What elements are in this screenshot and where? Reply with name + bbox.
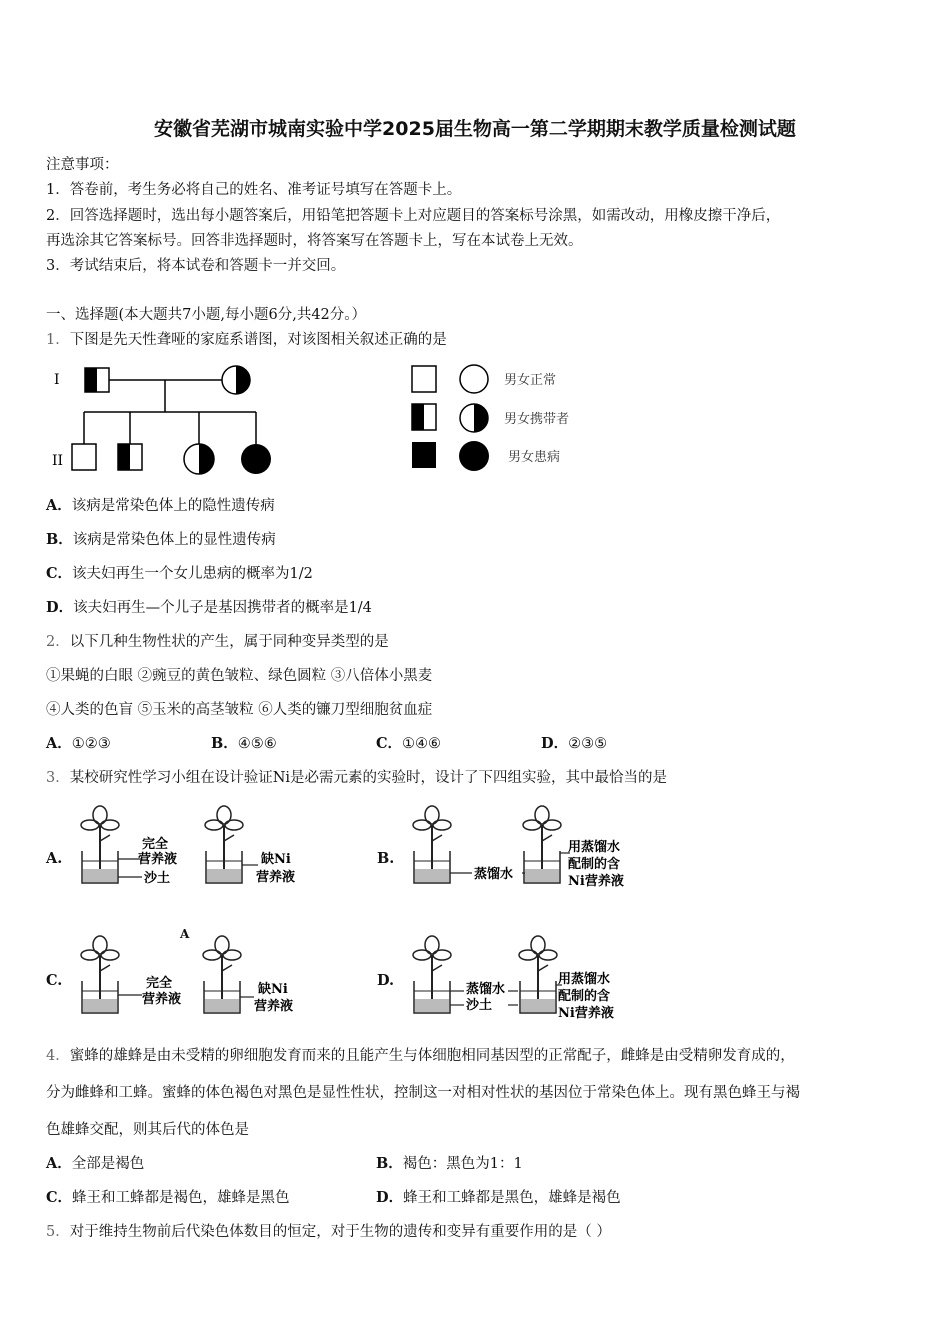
q3-text: 某校研究性学习小组在设计验证Ni是必需元素的实验时，设计了下四组实验，其中最恰当的是 bbox=[69, 770, 668, 786]
q2-option-a-label: A． bbox=[46, 735, 72, 752]
generation-1-label: I bbox=[54, 372, 60, 388]
q3d-right-label-2: 配制的含 bbox=[558, 989, 611, 1004]
son-normal-symbol bbox=[72, 444, 96, 470]
stray-mark: A bbox=[180, 927, 190, 941]
q1-option-d-text: 该夫妇再生—个儿子是基因携带者的概率是1/4 bbox=[73, 600, 372, 616]
q1-option-c-text: 该夫妇再生一个女儿患病的概率为1/2 bbox=[72, 566, 313, 582]
father-carrier-symbol bbox=[85, 368, 109, 392]
q1-option-c[interactable] bbox=[46, 562, 313, 583]
q3c-right-label-1: 缺Ni bbox=[258, 982, 288, 997]
section-heading: 一、选择题(本大题共7小题,每小题6分,共42分。） bbox=[46, 307, 367, 323]
q3d-left-label-bot: 沙土 bbox=[466, 998, 493, 1013]
q4-option-d-label: D． bbox=[376, 1189, 404, 1206]
q5-stem bbox=[46, 1220, 611, 1241]
legend-female-carrier-icon bbox=[460, 404, 488, 432]
q3a-left-label-top: 完全 bbox=[142, 837, 169, 852]
q4-stem-line-2: 分为雌蜂和工蜂。蜜蜂的体色褐色对黑色是显性性状，控制这一对相对性状的基因位于常染色体上。现有黑色蜂王与褐 bbox=[46, 1085, 800, 1101]
plant-icon bbox=[81, 936, 119, 1013]
q4-option-a[interactable] bbox=[46, 1152, 144, 1173]
q1-option-b-text: 该病是常染色体上的显性遗传病 bbox=[72, 532, 276, 548]
q1-stem bbox=[46, 328, 447, 349]
q3a-right-label-2: 营养液 bbox=[256, 870, 296, 885]
notice-heading: 注意事项： bbox=[46, 157, 119, 173]
legend-female-affected-icon bbox=[459, 441, 489, 471]
q2-items-line-2: ④人类的色盲 ⑤玉米的高茎皱粒 ⑥人类的镰刀型细胞贫血症 bbox=[46, 702, 433, 718]
q4-option-a-text: 全部是褐色 bbox=[71, 1156, 145, 1172]
q2-option-c[interactable] bbox=[376, 732, 441, 753]
q4-text-1: 蜜蜂的雄蜂是由未受精的卵细胞发育而来的且能产生与体细胞相同基因型的正常配子，雌蜂是由受精卵发育成的， bbox=[69, 1048, 795, 1064]
q2-option-c-text: ①④⑥ bbox=[402, 736, 442, 752]
q3d-left-label-mid: 蒸馏水 bbox=[466, 982, 506, 997]
plant-icon bbox=[523, 806, 561, 883]
q2-option-d[interactable] bbox=[541, 732, 607, 753]
q4-option-c[interactable] bbox=[46, 1186, 290, 1207]
q1-option-d[interactable] bbox=[46, 596, 372, 617]
q3-option-c-label[interactable]: C. bbox=[46, 972, 63, 989]
q2-stem bbox=[46, 630, 389, 651]
q4-option-c-label: C． bbox=[46, 1189, 73, 1206]
q3d-right-label-3: Ni营养液 bbox=[558, 1006, 614, 1020]
q3-option-a-label[interactable]: A. bbox=[46, 850, 63, 867]
q4-option-d[interactable] bbox=[376, 1186, 621, 1207]
q2-option-b[interactable] bbox=[211, 732, 277, 753]
q1-option-b[interactable] bbox=[46, 528, 276, 549]
q1-option-d-label: D． bbox=[46, 599, 74, 616]
legend-affected-label: 男女患病 bbox=[508, 450, 561, 465]
legend-normal-label: 男女正常 bbox=[504, 373, 557, 388]
q2-items-line-1: ①果蝇的白眼 ②豌豆的黄色皱粒、绿色圆粒 ③八倍体小黑麦 bbox=[46, 668, 433, 684]
plant-icon bbox=[205, 806, 243, 883]
q3b-left-label-mid: 蒸馏水 bbox=[474, 867, 514, 882]
legend-male-affected-icon bbox=[412, 442, 436, 468]
q2-option-d-label: D． bbox=[541, 735, 569, 752]
q2-option-b-text: ④⑤⑥ bbox=[237, 736, 277, 752]
q2-text: 以下几种生物性状的产生，属于同种变异类型的是 bbox=[69, 634, 389, 650]
q1-text: 下图是先天性聋哑的家庭系谱图，对该图相关叙述正确的是 bbox=[69, 332, 447, 348]
pedigree-diagram bbox=[46, 360, 606, 480]
q3c-right-label-2: 营养液 bbox=[254, 999, 294, 1014]
legend-male-carrier-icon bbox=[412, 404, 436, 430]
q5-text: 对于维持生物前后代染色体数目的恒定，对于生物的遗传和变异有重要作用的是（ ） bbox=[69, 1224, 611, 1240]
plant-icon bbox=[413, 936, 451, 1013]
q3b-right-label-3: Ni营养液 bbox=[568, 874, 624, 889]
q3c-left-label-top: 完全 bbox=[146, 976, 173, 991]
q2-number: 2． bbox=[46, 634, 70, 650]
legend bbox=[412, 365, 569, 471]
q4-number: 4． bbox=[46, 1048, 70, 1064]
q3d-right-label-1: 用蒸馏水 bbox=[558, 972, 611, 987]
q4-option-d-text: 蜂王和工蜂都是黑色，雄蜂是褐色 bbox=[403, 1190, 621, 1206]
q3-panel-c bbox=[78, 935, 318, 1020]
q3a-left-label-mid: 营养液 bbox=[138, 852, 178, 867]
q1-option-a-label: A． bbox=[46, 497, 72, 514]
q3-stem bbox=[46, 766, 667, 787]
q4-stem-line-1 bbox=[46, 1044, 795, 1065]
q4-option-b[interactable] bbox=[376, 1152, 523, 1173]
q1-option-a[interactable] bbox=[46, 494, 275, 515]
generation-2-label: II bbox=[52, 453, 64, 469]
q2-option-d-text: ②③⑤ bbox=[568, 736, 608, 752]
legend-carrier-label: 男女携带者 bbox=[504, 412, 570, 427]
q3b-right-label-1: 用蒸馏水 bbox=[568, 840, 621, 855]
q4-stem-line-3: 色雄蜂交配，则其后代的体色是 bbox=[46, 1122, 249, 1138]
legend-female-normal-icon bbox=[460, 365, 488, 393]
plant-icon bbox=[519, 936, 557, 1013]
q2-option-c-label: C． bbox=[376, 735, 403, 752]
q2-option-a[interactable] bbox=[46, 732, 111, 753]
plant-icon bbox=[81, 806, 119, 883]
mother-carrier-symbol bbox=[222, 366, 250, 394]
son-carrier-symbol bbox=[118, 444, 142, 470]
daughter-carrier-symbol bbox=[184, 444, 214, 474]
q3-number: 3． bbox=[46, 770, 70, 786]
q4-option-b-text: 褐色：黑色为1：1 bbox=[402, 1156, 523, 1172]
q3-panel-a bbox=[78, 805, 318, 890]
notice-line-1: 1．答卷前，考生务必将自己的姓名、准考证号填写在答题卡上。 bbox=[46, 182, 462, 198]
q4-option-c-text: 蜂王和工蜂都是褐色，雄蜂是黑色 bbox=[72, 1190, 290, 1206]
q2-option-b-label: B． bbox=[211, 735, 238, 752]
plant-icon bbox=[413, 806, 451, 883]
q1-number: 1． bbox=[46, 332, 70, 348]
page-title: 安徽省芜湖市城南实验中学2025届生物高一第二学期期末教学质量检测试题 bbox=[154, 118, 796, 140]
q3b-right-label-2: 配制的含 bbox=[568, 857, 621, 872]
q3a-right-label-1: 缺Ni bbox=[261, 852, 291, 867]
q4-option-a-label: A． bbox=[46, 1155, 72, 1172]
q1-option-a-text: 该病是常染色体上的隐性遗传病 bbox=[71, 498, 275, 514]
q3-panel-b bbox=[410, 805, 650, 890]
q3-option-d-label[interactable]: D. bbox=[377, 972, 395, 989]
q1-option-c-label: C． bbox=[46, 565, 73, 582]
q2-option-a-text: ①②③ bbox=[71, 736, 111, 752]
plant-icon bbox=[203, 936, 241, 1013]
q5-number: 5． bbox=[46, 1224, 70, 1240]
q1-option-b-label: B． bbox=[46, 531, 73, 548]
q3a-left-label-bot: 沙土 bbox=[144, 871, 171, 886]
q3c-left-label-mid: 营养液 bbox=[142, 992, 182, 1007]
notice-line-3: 3．考试结束后，将本试卷和答题卡一并交回。 bbox=[46, 258, 346, 274]
notice-line-2a: 2．回答选择题时，选出每小题答案后，用铅笔把答题卡上对应题目的答案标号涂黑，如需改动，用橡皮擦干净后， bbox=[46, 208, 781, 224]
daughter-affected-symbol bbox=[241, 444, 271, 474]
q4-option-b-label: B． bbox=[376, 1155, 403, 1172]
q3-option-b-label[interactable]: B. bbox=[377, 850, 395, 867]
q3-panel-d bbox=[410, 935, 650, 1020]
notice-line-2b: 再选涂其它答案标号。回答非选择题时，将答案写在答题卡上，写在本试卷上无效。 bbox=[46, 233, 583, 249]
legend-male-normal-icon bbox=[412, 366, 436, 392]
